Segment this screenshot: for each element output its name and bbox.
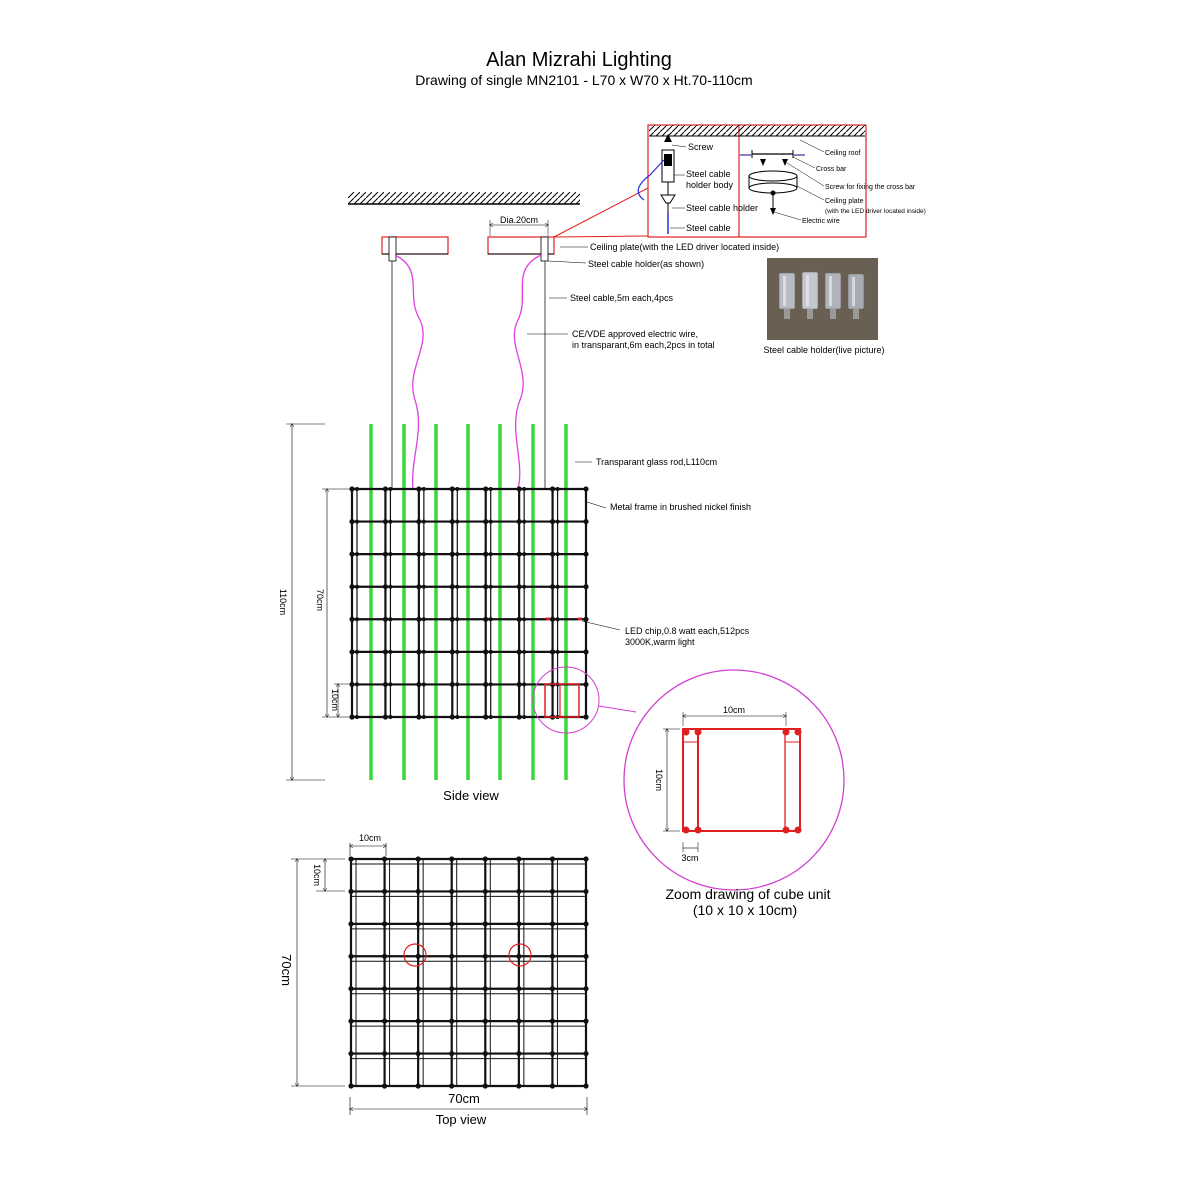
frame-node (522, 520, 526, 524)
frame-node (583, 617, 588, 622)
inset-holder-body-label-2: holder body (686, 180, 734, 190)
inset-cross-bar-label: Cross bar (816, 166, 847, 173)
ceiling-plate-right (488, 237, 554, 261)
top-frame-node (449, 1051, 454, 1056)
top-frame-node (550, 954, 555, 959)
frame-node (355, 682, 359, 686)
top-frame-node (449, 986, 454, 991)
frame-node (349, 486, 354, 491)
frame-node (355, 487, 359, 491)
frame-node (517, 519, 522, 524)
callouts (527, 242, 779, 350)
callout-wire-1: CE/VDE approved electric wire, (572, 329, 699, 339)
frame-node (517, 617, 522, 622)
frame-node (416, 617, 421, 622)
frame-node (416, 519, 421, 524)
top-frame-node (583, 856, 588, 861)
frame-node (483, 552, 488, 557)
zoom-dim-w: 10cm (722, 705, 746, 715)
frame-node (583, 552, 588, 557)
frame-node (517, 486, 522, 491)
callout-metal-frame: Metal frame in brushed nickel finish (610, 502, 752, 512)
top-frame-node (348, 1019, 353, 1024)
frame-node (349, 584, 354, 589)
inset-ceiling-roof-label: Ceiling roof (825, 150, 861, 157)
top-dim-h: 70cm (279, 954, 294, 986)
frame-node (388, 487, 392, 491)
frame-node (489, 650, 493, 654)
frame-node (388, 585, 392, 589)
drawing-subtitle: Drawing of single MN2101 - L70 x W70 x Ht.70-110cm (415, 72, 753, 88)
top-frame-node (583, 1083, 588, 1088)
top-frame-node (483, 1083, 488, 1088)
inset-holder-body-label-1: Steel cable (686, 169, 731, 179)
top-frame-node (516, 1051, 521, 1056)
top-frame-node (416, 954, 421, 959)
frame-node (355, 552, 359, 556)
frame-node (355, 585, 359, 589)
frame-node (556, 617, 560, 621)
frame-node (483, 649, 488, 654)
frame-node (483, 519, 488, 524)
top-frame-node (516, 1019, 521, 1024)
inset-detail (638, 125, 926, 237)
top-frame-node (550, 1019, 555, 1024)
ceiling-plate-left (382, 237, 448, 261)
frame-node (355, 617, 359, 621)
top-frame-node (416, 921, 421, 926)
frame-node (383, 519, 388, 524)
frame-node (489, 682, 493, 686)
top-frame-node (416, 889, 421, 894)
frame-node (355, 650, 359, 654)
frame-node (455, 552, 459, 556)
top-frame-node (382, 954, 387, 959)
frame-node (550, 617, 555, 622)
top-frame-node (416, 856, 421, 861)
callout-steel-cable: Steel cable,5m each,4pcs (570, 293, 674, 303)
top-frame-node (516, 1083, 521, 1088)
frame-node (556, 552, 560, 556)
top-frame-node (583, 921, 588, 926)
top-frame-node (516, 921, 521, 926)
frame-node (455, 617, 459, 621)
top-frame-node (416, 1083, 421, 1088)
frame-node (489, 487, 493, 491)
frame-node (583, 584, 588, 589)
frame-node (349, 552, 354, 557)
top-frame-node (348, 1083, 353, 1088)
top-frame-node (416, 1019, 421, 1024)
inset-steel-cable-label: Steel cable (686, 223, 731, 233)
led-chip-mark (546, 618, 550, 621)
top-frame-node (348, 1051, 353, 1056)
frame-node (349, 519, 354, 524)
callout-cable-holder: Steel cable holder(as shown) (588, 259, 705, 269)
dia-dimension (490, 215, 548, 236)
top-frame-node (382, 856, 387, 861)
top-frame-node (483, 954, 488, 959)
frame-node (489, 585, 493, 589)
frame-node (349, 714, 354, 719)
photo-caption: Steel cable holder(live picture) (763, 345, 885, 355)
top-frame-node (550, 856, 555, 861)
frame-node (522, 682, 526, 686)
frame-node (355, 715, 359, 719)
frame-node (388, 552, 392, 556)
top-frame-node (516, 986, 521, 991)
frame-node (583, 682, 588, 687)
top-frame-node (382, 1083, 387, 1088)
top-frame-node (516, 856, 521, 861)
inset-ceiling-plate-label-2: (with the LED driver located inside) (825, 208, 926, 215)
drawing-title: Alan Mizrahi Lighting (486, 49, 672, 71)
frame-node (450, 486, 455, 491)
frame-node (550, 649, 555, 654)
frame-node (583, 714, 588, 719)
frame-node (349, 649, 354, 654)
frame-node (550, 519, 555, 524)
frame-node (450, 617, 455, 622)
frame-node (550, 552, 555, 557)
callout-led-2: 3000K,warm light (625, 637, 695, 647)
frame-node (450, 682, 455, 687)
frame-node (450, 519, 455, 524)
frame-node (556, 520, 560, 524)
top-frame-node (382, 986, 387, 991)
frame-node (489, 715, 493, 719)
led-chip-mark (578, 618, 582, 621)
frame-node (556, 487, 560, 491)
frame-node (522, 585, 526, 589)
frame-node (522, 715, 526, 719)
frame-node (483, 682, 488, 687)
frame-node (455, 682, 459, 686)
frame-node (422, 682, 426, 686)
frame-node (388, 682, 392, 686)
frame-node (483, 617, 488, 622)
frame-node (388, 715, 392, 719)
frame-node (450, 714, 455, 719)
frame-node (383, 617, 388, 622)
callout-wire-2: in transparant,6m each,2pcs in total (572, 340, 715, 350)
top-frame-node (550, 889, 555, 894)
frame-node (522, 617, 526, 621)
top-frame-node (416, 986, 421, 991)
highlighted-cube (533, 667, 636, 733)
top-frame-node (583, 954, 588, 959)
top-frame-node (583, 986, 588, 991)
top-frame-node (583, 889, 588, 894)
frame-node (483, 486, 488, 491)
inset-screw-label: Screw (688, 142, 714, 152)
frame-node (422, 617, 426, 621)
frame-node (483, 584, 488, 589)
frame-node (388, 520, 392, 524)
frame-node (550, 584, 555, 589)
top-frame-node (583, 1051, 588, 1056)
frame-node (422, 552, 426, 556)
frame-node (383, 584, 388, 589)
side-dim-frame: 70cm (315, 588, 325, 612)
frame-node (349, 682, 354, 687)
frame-node (517, 584, 522, 589)
frame-node (522, 487, 526, 491)
inset-screw-fixing-label: Screw for fixing the cross bar (825, 184, 916, 191)
zoom-caption-1: Zoom drawing of cube unit (665, 886, 831, 902)
frame-node (422, 650, 426, 654)
frame-node (455, 520, 459, 524)
callout-led-1: LED chip,0.8 watt each,512pcs (625, 626, 750, 636)
frame-node (416, 552, 421, 557)
top-dim-unit-h: 10cm (312, 863, 322, 887)
frame-node (489, 520, 493, 524)
top-frame-node (483, 1051, 488, 1056)
top-frame-node (483, 921, 488, 926)
side-view-label: Side view (443, 788, 499, 803)
top-frame-node (516, 954, 521, 959)
top-frame-node (449, 921, 454, 926)
top-frame-node (416, 1051, 421, 1056)
dia-label: Dia.20cm (500, 215, 539, 225)
frame-node (517, 682, 522, 687)
side-dim-unit: 10cm (330, 688, 340, 712)
top-frame-node (483, 889, 488, 894)
top-frame-node (348, 954, 353, 959)
top-frame-node (382, 1019, 387, 1024)
frame-node (383, 682, 388, 687)
frame-node (349, 617, 354, 622)
top-frame-node (550, 1083, 555, 1088)
frame-node (483, 714, 488, 719)
frame-node (416, 584, 421, 589)
top-view-frame (348, 856, 588, 1088)
frame-node (550, 486, 555, 491)
zoom-caption-2: (10 x 10 x 10cm) (692, 902, 798, 918)
top-frame-node (348, 921, 353, 926)
frame-node (556, 585, 560, 589)
frame-node (517, 649, 522, 654)
frame-node (422, 585, 426, 589)
frame-node (416, 714, 421, 719)
inset-ceiling-plate-label-1: Ceiling plate (825, 198, 864, 205)
cable-holder-photo (767, 258, 878, 340)
frame-node (455, 585, 459, 589)
frame-node (455, 650, 459, 654)
inset-electric-wire-label: Electric wire (802, 218, 840, 225)
glass-rods (371, 424, 566, 780)
frame-node (517, 552, 522, 557)
frame-node (522, 650, 526, 654)
frame-node (489, 617, 493, 621)
frame-node (416, 486, 421, 491)
top-frame-node (483, 856, 488, 861)
frame-node (388, 650, 392, 654)
frame-node (455, 487, 459, 491)
frame-node (517, 714, 522, 719)
top-frame-node (382, 921, 387, 926)
zoom-dim-small: 3cm (681, 853, 699, 863)
top-frame-node (483, 1019, 488, 1024)
top-frame-node (583, 1019, 588, 1024)
top-frame-node (348, 986, 353, 991)
top-frame-node (449, 954, 454, 959)
top-frame-node (382, 1051, 387, 1056)
top-frame-node (550, 986, 555, 991)
top-frame-node (382, 889, 387, 894)
ceiling (348, 192, 580, 204)
top-frame-node (483, 986, 488, 991)
frame-node (455, 715, 459, 719)
frame-node (383, 552, 388, 557)
frame-node (416, 682, 421, 687)
frame-node (583, 649, 588, 654)
top-dim-w: 70cm (448, 1091, 480, 1106)
top-frame-node (449, 1083, 454, 1088)
frame-node (383, 649, 388, 654)
top-frame-node (449, 1019, 454, 1024)
frame-node (522, 552, 526, 556)
frame-node (556, 650, 560, 654)
frame-node (583, 519, 588, 524)
zoom-dim-h: 10cm (654, 768, 664, 792)
top-frame-node (550, 1051, 555, 1056)
frame-node (388, 617, 392, 621)
top-frame-node (449, 856, 454, 861)
top-frame-node (348, 856, 353, 861)
top-view-dimensions (291, 843, 587, 1115)
frame-node (383, 486, 388, 491)
top-frame-node (348, 889, 353, 894)
side-dim-total: 110cm (278, 588, 288, 616)
frame-node (450, 649, 455, 654)
top-dim-unit-w: 10cm (358, 833, 382, 843)
frame-node (422, 520, 426, 524)
frame-node (416, 649, 421, 654)
top-frame-node (449, 889, 454, 894)
frame-node (583, 486, 588, 491)
callout-ceiling-plate: Ceiling plate(with the LED driver located inside) (590, 242, 780, 252)
frame-node (450, 584, 455, 589)
frame-node (355, 520, 359, 524)
frame-node (450, 552, 455, 557)
top-frame-node (550, 921, 555, 926)
top-frame-node (516, 889, 521, 894)
callout-glass-rod: Transparant glass rod,L110cm (596, 457, 718, 467)
frame-node (422, 487, 426, 491)
frame-node (383, 714, 388, 719)
frame-node (422, 715, 426, 719)
inset-cable-holder-label: Steel cable holder (686, 203, 759, 213)
top-view-label: Top view (435, 1112, 487, 1127)
frame-node (489, 552, 493, 556)
